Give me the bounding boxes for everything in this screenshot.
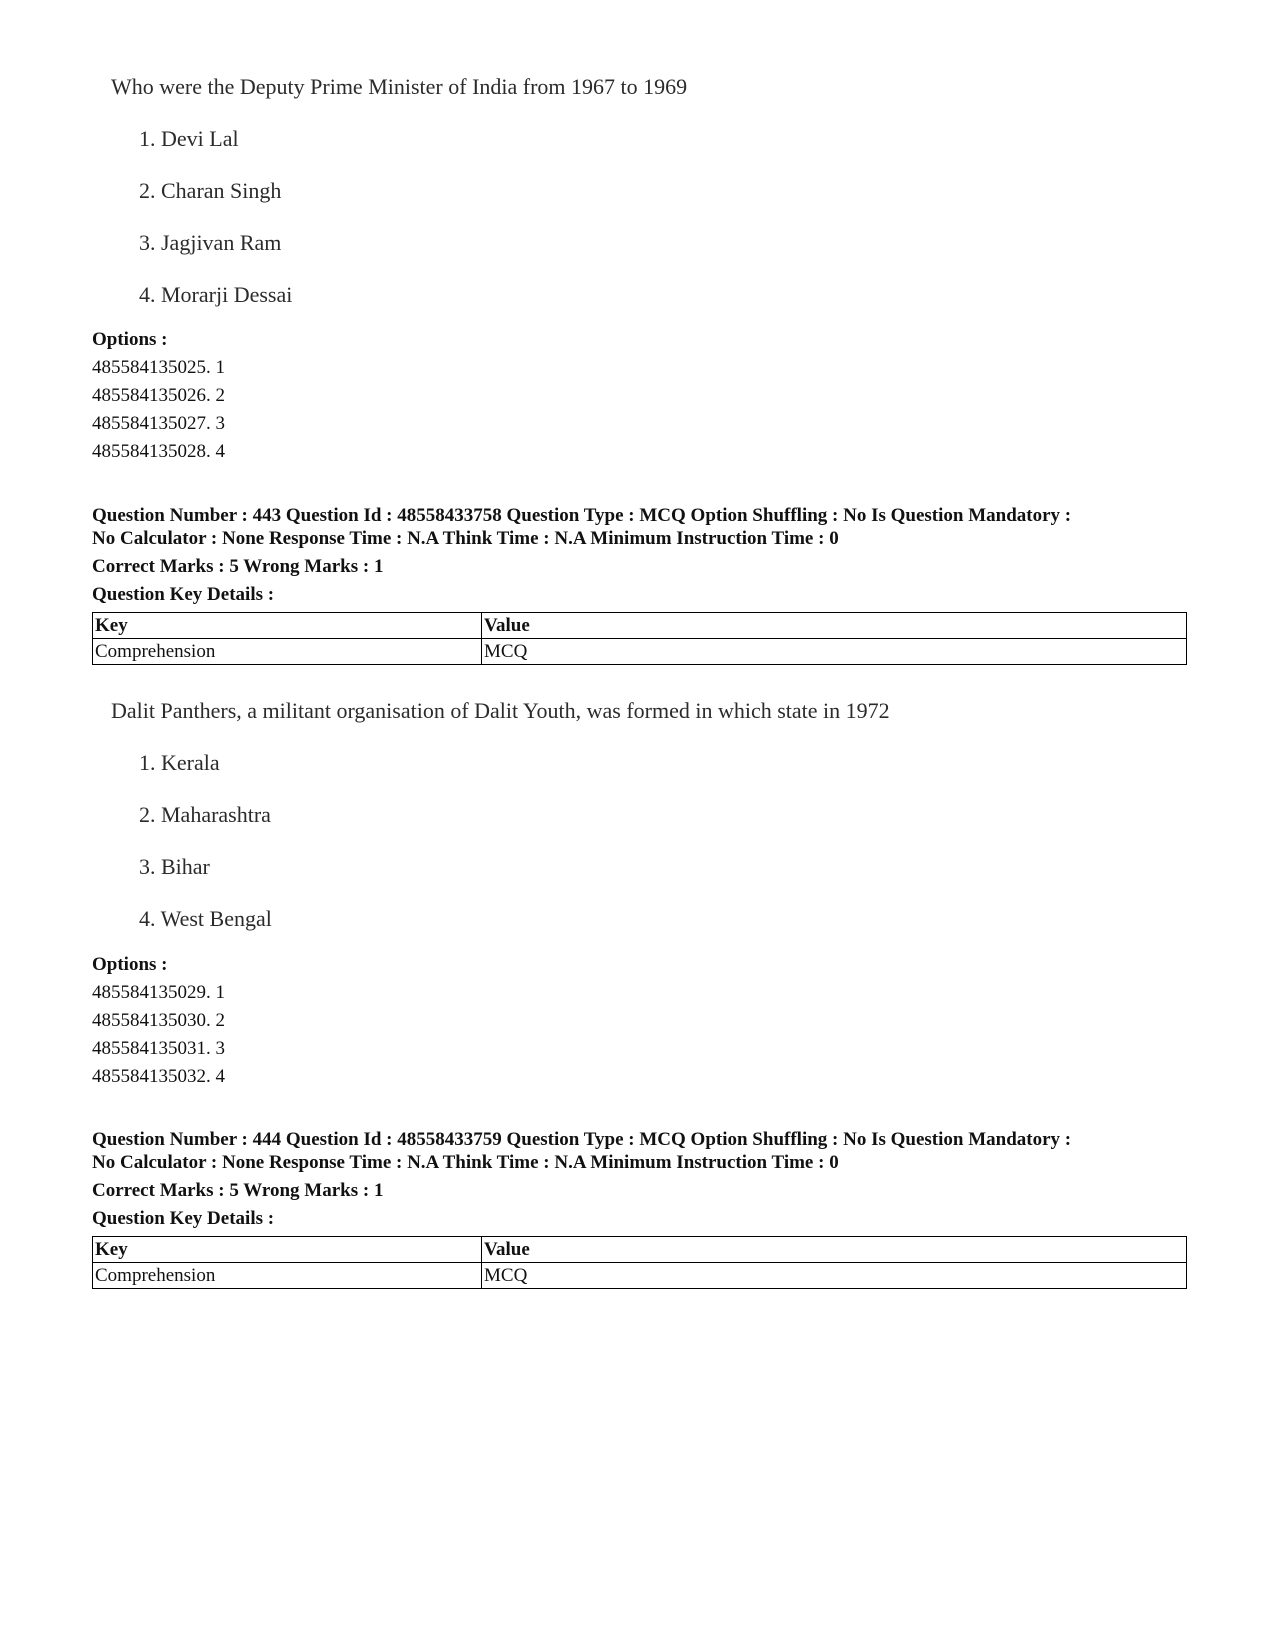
table-header-row [93,1237,1187,1263]
question-meta-line: No Calculator : None Response Time : N.A Think Time : N.A Minimum Instruction Time : 0 [92,1152,839,1173]
marks-line: Correct Marks : 5 Wrong Marks : 1 [92,556,384,577]
table-header-key: Key [93,613,482,639]
table-header-row [93,613,1187,639]
question-key-table [92,612,1187,665]
options-heading: Options : [92,329,168,350]
question-text: Dalit Panthers, a militant organisation of Dalit Youth, was formed in which state in 1972 [111,698,890,723]
option-line: 485584135030. 2 [92,1010,225,1031]
option-line: 485584135027. 3 [92,413,225,434]
table-row [93,1263,1187,1289]
question-choice: 4. Morarji Dessai [139,282,293,307]
key-details-heading: Question Key Details : [92,1208,275,1229]
option-line: 485584135028. 4 [92,441,225,462]
option-line: 485584135029. 1 [92,982,225,1003]
option-line: 485584135032. 4 [92,1066,225,1087]
question-choice: 3. Jagjivan Ram [139,230,282,255]
key-details-heading: Question Key Details : [92,584,275,605]
table-cell-key: Comprehension [93,1263,482,1289]
table-header-key: Key [93,1237,482,1263]
question-choice: 2. Maharashtra [139,802,271,827]
options-heading: Options : [92,954,168,975]
question-text: Who were the Deputy Prime Minister of India from 1967 to 1969 [111,74,688,99]
option-line: 485584135025. 1 [92,357,225,378]
question-meta-line: Question Number : 444 Question Id : 48558433759 Question Type : MCQ Option Shuffling : No Is Question Mandatory : [92,1129,1072,1150]
option-line: 485584135031. 3 [92,1038,225,1059]
table-cell-value: MCQ [482,1263,1187,1289]
question-meta-line: Question Number : 443 Question Id : 48558433758 Question Type : MCQ Option Shuffling : No Is Question Mandatory : [92,505,1072,526]
table-row [93,639,1187,665]
question-choice: 1. Devi Lal [139,126,239,151]
table-cell-value: MCQ [482,639,1187,665]
question-meta-line: No Calculator : None Response Time : N.A Think Time : N.A Minimum Instruction Time : 0 [92,528,839,549]
question-key-table [92,1236,1187,1289]
option-line: 485584135026. 2 [92,385,225,406]
marks-line: Correct Marks : 5 Wrong Marks : 1 [92,1180,384,1201]
table-header-value: Value [482,1237,1187,1263]
question-choice: 4. West Bengal [139,906,272,931]
question-choice: 1. Kerala [139,750,220,775]
question-choice: 2. Charan Singh [139,178,282,203]
table-header-value: Value [482,613,1187,639]
table-cell-key: Comprehension [93,639,482,665]
question-choice: 3. Bihar [139,854,210,879]
